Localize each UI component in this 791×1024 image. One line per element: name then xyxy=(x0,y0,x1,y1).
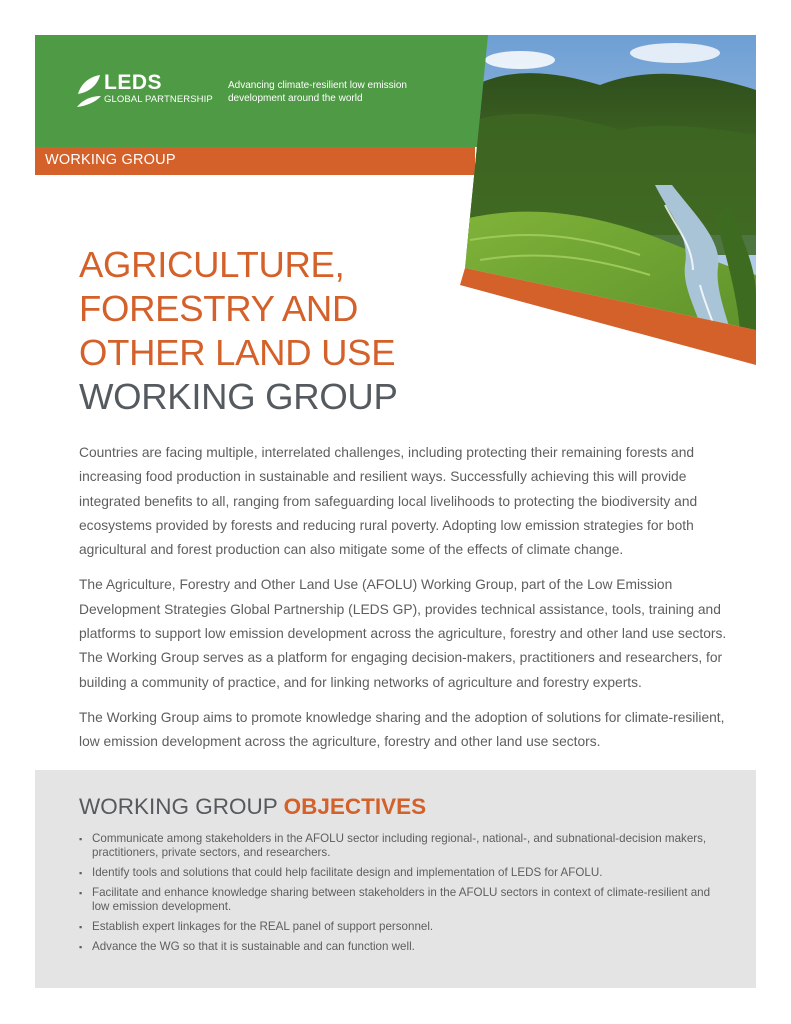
objectives-heading-accent: OBJECTIVES xyxy=(283,794,427,819)
title-line-2: FORESTRY AND xyxy=(79,288,359,329)
landscape-photo xyxy=(460,35,756,365)
leaf-logo-icon xyxy=(76,74,102,108)
bullet-icon: ▪ xyxy=(79,942,83,952)
tagline xyxy=(228,80,438,105)
objectives-heading-plain: WORKING GROUP xyxy=(79,794,284,819)
title-line-3: OTHER LAND USE xyxy=(79,332,396,373)
list-item xyxy=(79,866,719,880)
bullet-icon: ▪ xyxy=(79,834,83,844)
objectives-panel xyxy=(35,770,756,988)
list-item-text: Advance the WG so that it is sustainable and can function well. xyxy=(92,940,415,953)
bullet-icon: ▪ xyxy=(79,868,83,878)
list-item-text: Communicate among stakeholders in the AFOLU sector including regional-, national-, and subnational-decision makers, practitioners, private sectors, and researchers. xyxy=(92,832,707,859)
list-item xyxy=(79,940,719,954)
bullet-icon: ▪ xyxy=(79,888,83,898)
objectives-list xyxy=(79,832,719,960)
leds-logo xyxy=(76,72,236,112)
body-text xyxy=(79,441,729,766)
paragraph-1: Countries are facing multiple, interrelated challenges, including protecting their remaining forests and increasing food production in sustainable and resilient ways. Successfully achieving this will provide integrated benefits to all, ranging from safeguarding local livelihoods to protecting the biodiversity and ecosystems provided by forests and reducing rural poverty. Adopting low emission strategies for both agricultural and forest production can also mitigate some of the effects of climate change. xyxy=(79,445,698,558)
paragraph-3: The Working Group aims to promote knowledge sharing and the adoption of solutions for climate-resilient, low emission development across the agriculture, forestry and other land use sectors. xyxy=(79,709,725,750)
logo-name: LEDS xyxy=(104,71,163,94)
tagline-line-1: Advancing climate-resilient low emission xyxy=(228,80,407,91)
bullet-icon: ▪ xyxy=(79,922,83,932)
list-item xyxy=(79,920,719,934)
logo-subtitle: GLOBAL PARTNERSHIP xyxy=(104,94,213,105)
list-item-text: Identify tools and solutions that could help facilitate design and implementation of LEDS for AFOLU. xyxy=(92,866,603,879)
title-line-4: WORKING GROUP xyxy=(79,376,398,417)
page-title xyxy=(79,243,479,419)
list-item-text: Establish expert linkages for the REAL panel of support personnel. xyxy=(92,920,434,933)
list-item xyxy=(79,832,719,860)
objectives-heading xyxy=(79,794,426,820)
tagline-line-2: development around the world xyxy=(228,92,363,104)
section-tag: WORKING GROUP xyxy=(45,152,176,168)
title-line-1: AGRICULTURE, xyxy=(79,244,345,285)
list-item-text: Facilitate and enhance knowledge sharing between stakeholders in the AFOLU sectors in context of climate-resilient and low emission development. xyxy=(92,886,711,913)
paragraph-2: The Agriculture, Forestry and Other Land Use (AFOLU) Working Group, part of the Low Emission Development Strategies Global Partnership (LEDS GP), provides technical assistance, tools, training and platforms to support low emission development across the agriculture, forestry and other land use sectors. The Working Group serves as a platform for engaging decision-makers, practitioners and researchers, for building a community of practice, and for linking networks of agriculture and forestry experts. xyxy=(79,577,727,690)
list-item xyxy=(79,886,719,914)
